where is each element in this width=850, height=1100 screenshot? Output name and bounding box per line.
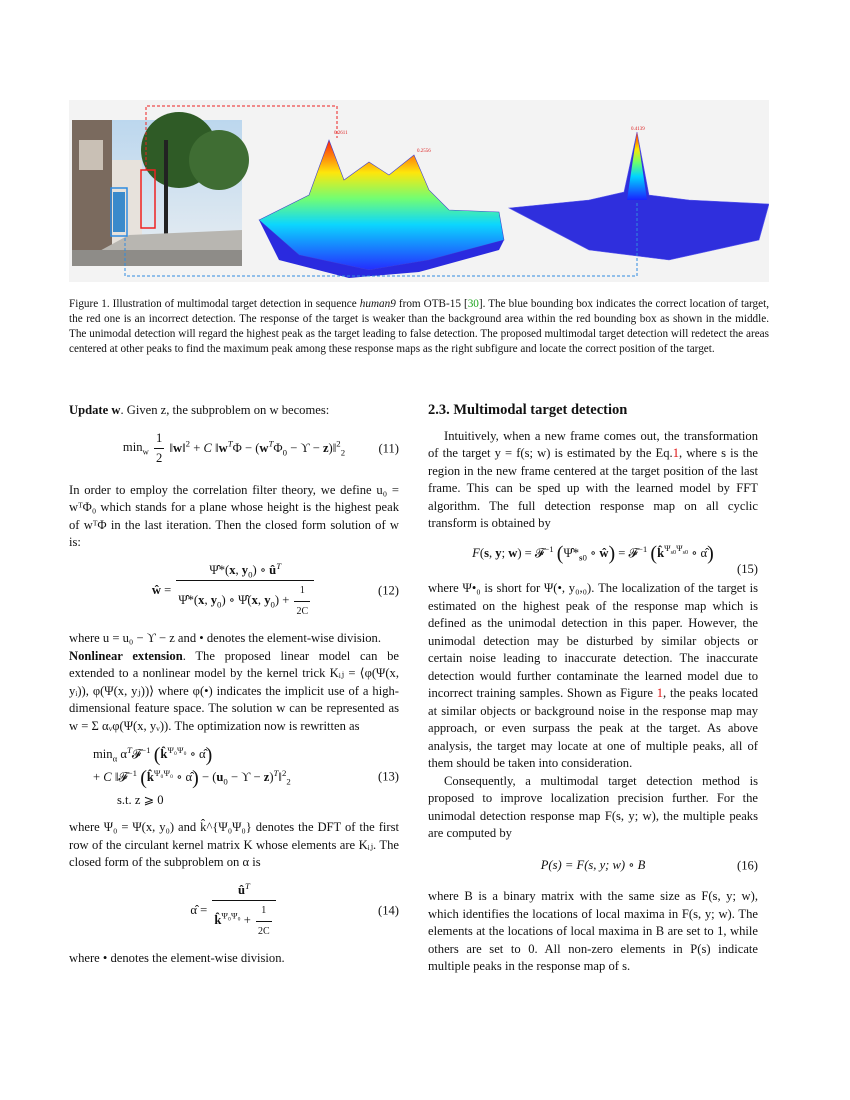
response-map-multimodal xyxy=(509,127,769,260)
equation-12: ŵ = Ψ̂*(x, $y_0$) ∘ $û^T$ Ψ̂*(x, $y_0$) ∘ Ψ̂(x, $y_0$) + $\frac{1}{2C}$ (12) xyxy=(151,560,399,617)
paragraph-division: where u = u₀ − ϒ − z and • denotes the element-wise division. xyxy=(69,631,381,645)
peak-label-1: 0.2611 xyxy=(334,131,348,136)
figure-1 xyxy=(69,100,769,282)
equation-16: P(s) = F(s, y; w) ∘ B (16) xyxy=(540,857,758,872)
response-map-unimodal xyxy=(259,131,504,278)
paragraph-elementwise: where • denotes the element-wise division. xyxy=(69,951,285,966)
equation-11: $\min_w$ $\frac{1}{2}$ ‖w‖$^2$ + C $‖w^T\Phi - (w^T\Phi_0 - ϒ$ − z)‖$^2_2$ (11) xyxy=(122,430,399,465)
equation-14: α̂ = $û^T$ k̂$^{\Psi_0\Psi_0}$ + $\frac{1}{2C}$ (14) xyxy=(190,880,399,937)
paragraph-consequently: Consequently, a multimodal target detection method is proposed to improve localization precision further. For the unimodal detection response map F(s, y; w), the multiple peaks are computed by xyxy=(428,773,758,841)
section-heading: 2.3. Multimodal target detection xyxy=(428,402,628,418)
right-column xyxy=(428,402,758,976)
peak-label-2: 0.2556 xyxy=(417,149,431,154)
figure-1-graphic xyxy=(69,100,769,282)
paragraph-nonlinear: Nonlinear extension. The proposed linear model can be extended to a nonlinear model by the kernel trick Kᵢⱼ = ⟨φ(Ψ(x, yᵢ)), φ(Ψ(x, yⱼ))⟩ where φ(•) indicates the implicit use of a high-dimensional feature space. The solution w can be represented as w = Σ αᵥφ(Ψ(x, yᵥ)). The optimization now is rewritten as xyxy=(69,648,400,733)
equation-13: $\min_\alpha$ $\alpha^T𝓕^{-1}$ (k̂$^{\Psi_0\Psi_0}$ ∘ α̂) + C ‖𝓕$^{-1}$ (k̂$^{\Psi_0\Psi_0}$ ∘ α̂) − ($u_0 - ϒ$ − $z)^T‖^2_2$ s.t. z ⩾ 0 (13) xyxy=(93,744,399,808)
paragraph-kernel: where Ψ₀ = Ψ(x, y₀) and k̂^{Ψ₀Ψ₀} denotes the DFT of the first row of the circulant kernel matrix K whose elements are Kᵢⱼ. The closed form of the subproblem on α is xyxy=(69,820,399,870)
paragraph-unimodal: where Ψ•₀ is short for Ψ(•, y₀,₀). The localization of the target is estimated on the highest peak of the response map which is defined as the unimodal detection in this paper. However, the unimodal detection may be disturbed by similar objects or certain noise leading to inaccurate detection. The inaccurate detection would further contaminate the learned model due to incorrect training samples. Shown as Figure 1, the peaks located at similar objects or background noise in the response map may approach, or even surpass the peak at the target. As above analysis, the target may locate at one of multiple peaks, all of them should be taken into consideration. xyxy=(428,581,758,771)
peak-label-3: 0.4139 xyxy=(631,127,645,132)
equation-15: F(s, y; w) = 𝓕$^{-1}$ ($\Psî*_{s0}$ ∘ ŵ) = 𝓕$^{-1}$ (k̂$^{\Psi_{s0}\Psi_{s0}}$ ∘ α̂) (15) xyxy=(472,541,758,576)
paragraph-binary-matrix: where B is a binary matrix with the same size as F(s, y; w), which identifies the locations of local maxima in F(s, y; w). The elements at the locations of local maxima in B are set to 1, while others are set to 0. All non-zero elements in P(s) indicate multiple peaks in the response map of s. xyxy=(428,889,758,974)
paragraph-intuitively: Intuitively, when a new frame comes out, the transformation of the target y = f(s; w) is estimated by the Eq.1, where s is the region in the new frame centered at the target position of the last frame. This can be sped up with the learned model by FFT algorithm. The full detection response map on all cyclic transform is obtained by xyxy=(428,428,758,530)
figure-caption: Figure 1. Illustration of multimodal target detection in sequence human9 from OTB-15 [30]. The blue bounding box indicates the correct location of target, the red one is an incorrect detection. The response of the target is weaker than the background area within the red bounding box as shown in the middle. The unimodal detection will regard the highest peak as the target leading to false detection. The proposed multimodal target detection will redetect the areas centered at other peaks to find the maximum peak among these response maps as the right subfigure and locate the correct position of the target. xyxy=(69,298,770,355)
street-photo xyxy=(72,112,249,266)
paragraph-correlation: In order to employ the correlation filter theory, we define u₀ = wᵀΦ₀ which stands for a plane whose height is the highest peak of wᵀΦ in the last iteration. Then the closed form solution of w is: xyxy=(69,482,399,549)
left-column xyxy=(69,402,399,968)
paragraph-update: Update w. Given z, the subproblem on w becomes: xyxy=(69,403,330,417)
